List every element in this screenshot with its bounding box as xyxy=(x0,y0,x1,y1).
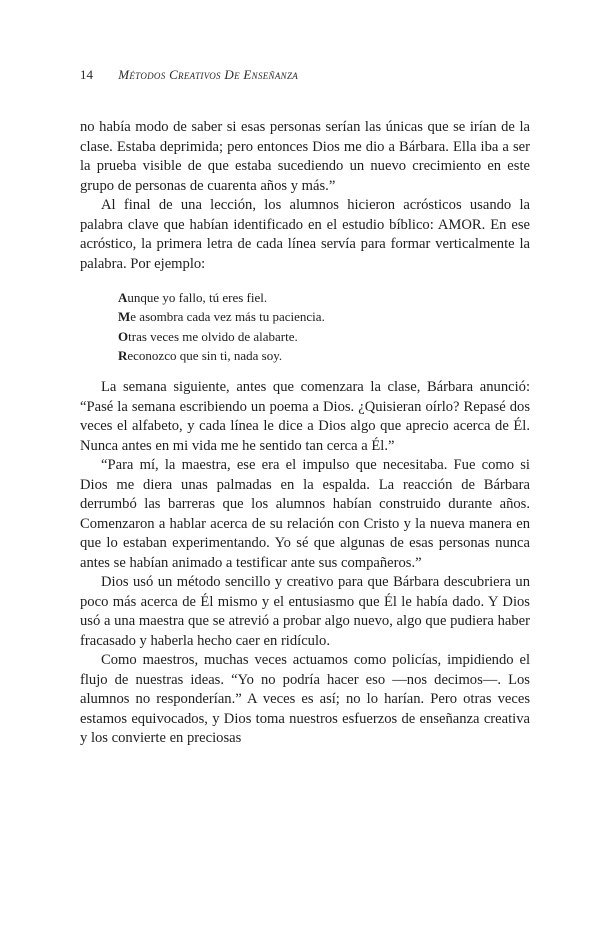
acrostic-line xyxy=(118,327,530,346)
acrostic-line xyxy=(118,346,530,365)
acrostic-line-text: tras veces me olvido de alabarte. xyxy=(128,328,298,344)
paragraph: Como maestros, muchas veces actuamos como policías, impidiendo el flujo de nuestras ideas. “Yo no podría hacer eso —nos decimos—. Los alumnos no responderían.” A veces es así; no lo harían. Pero otras veces estamos equivocados, y Dios toma nuestros esfuerzos de enseñanza creativa y los convierte en preciosas xyxy=(80,652,530,747)
body-text xyxy=(80,118,530,749)
acrostic-line-text: unque yo fallo, tú eres fiel. xyxy=(127,290,268,305)
running-title: Métodos Creativos De Enseñanza xyxy=(118,67,299,82)
running-header xyxy=(80,67,298,83)
paragraph: Dios usó un método sencillo y creativo para que Bárbara descubriera un poco más acerca de Él mismo y el entusiasmo que Él le había dado. Y Dios usó a una maestra que se atrevió a probar algo nuevo, algo que pudiera haber fracasado y haberla hecho caer en ridículo. xyxy=(80,574,530,649)
acrostic-initial: R xyxy=(118,347,128,363)
acrostic-line xyxy=(118,288,530,307)
paragraph: Al final de una lección, los alumnos hicieron acrósticos usando la palabra clave que habían identificado en el estudio bíblico: AMOR. En ese acróstico, la primera letra de cada línea servía para formar verticalmente la palabra. Por ejemplo: xyxy=(80,197,530,272)
acrostic-initial: M xyxy=(118,309,131,325)
acrostic-initial: O xyxy=(118,328,129,344)
paragraph: La semana siguiente, antes que comenzara la clase, Bárbara anunció: “Pasé la semana escribiendo un poema a Dios. ¿Quisieran oírlo? Repasé dos veces el alfabeto, y cada línea le dice a Dios algo que aprecio acerca de Él. Nunca antes en mi vida me he sentido tan cerca a Él.” xyxy=(80,379,530,454)
acrostic-initial: A xyxy=(118,290,128,305)
acrostic-line-text: e asombra cada vez más tu paciencia. xyxy=(130,309,325,325)
acrostic-line xyxy=(118,307,530,326)
acrostic-poem xyxy=(118,288,530,365)
page-number: 14 xyxy=(80,67,93,82)
paragraph: no había modo de saber si esas personas serían las únicas que se irían de la clase. Estaba deprimida; pero entonces Dios me dio a Bárbara. Ella iba a ser la prueba visible de que estaba sucediendo un nuevo crecimiento en este grupo de personas de cuarenta años y más.” xyxy=(80,119,530,194)
paragraph: “Para mí, la maestra, ese era el impulso que necesitaba. Fue como si Dios me diera unas palmadas en la espalda. La reacción de Bárbara derrumbó las barreras que los alumnos habían construido durante años. Comenzaron a hablar acerca de su relación con Cristo y la nueva manera en que lo estaban experimentando. Yo sé que algunas de esas personas nunca antes se habían animado a testificar ante sus compañeros.” xyxy=(80,457,530,571)
acrostic-line-text: econozco que sin ti, nada soy. xyxy=(127,347,283,363)
